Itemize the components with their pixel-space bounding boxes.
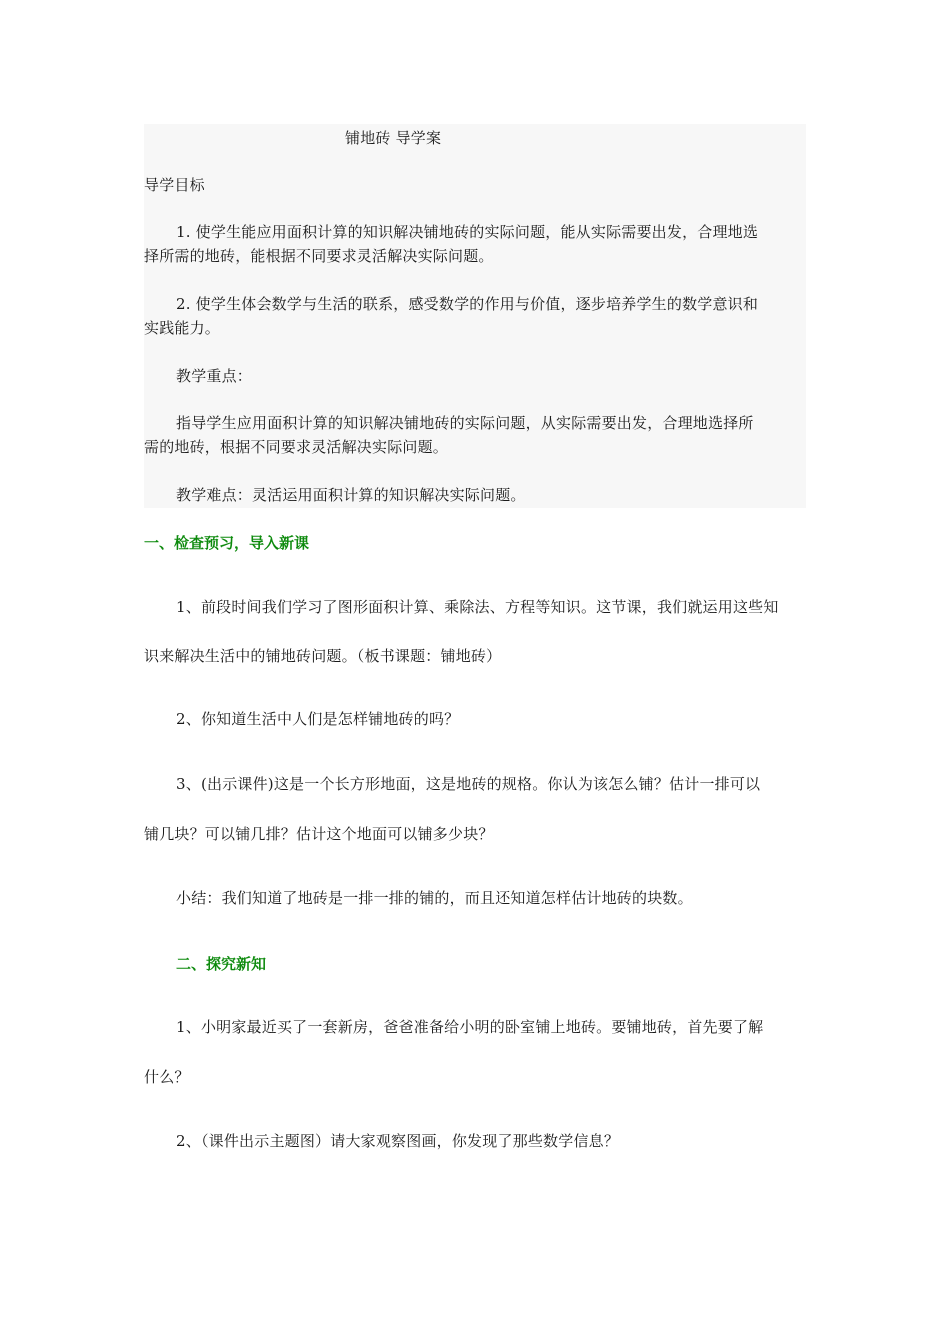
objective-2-line-2: 实践能力。 <box>144 319 221 337</box>
objective-2-line-1: 2. 使学生体会数学与生活的联系，感受数学的作用与价值，逐步培养学生的数学意识和 <box>176 295 759 313</box>
section-2-paragraph-1-line-2: 什么？ <box>144 1068 190 1086</box>
section-1-heading: 一、检查预习，导入新课 <box>144 534 310 552</box>
section-1-paragraph-3-line-2: 铺几块？可以铺几排？估计这个地面可以铺多少块？ <box>144 825 494 843</box>
objective-1-line-1: 1. 使学生能应用面积计算的知识解决铺地砖的实际问题，能从实际需要出发，合理地选 <box>176 223 759 241</box>
section-1-paragraph-1-line-1: 1、前段时间我们学习了图形面积计算、乘除法、方程等知识。这节课，我们就运用这些知 <box>176 598 779 616</box>
section-2-heading: 二、探究新知 <box>176 955 267 973</box>
objectives-heading: 导学目标 <box>144 176 205 194</box>
section-1-paragraph-2: 2、你知道生活中人们是怎样铺地砖的吗？ <box>176 710 460 728</box>
section-1-paragraph-1-line-2: 识来解决生活中的铺地砖问题。（板书课题：铺地砖） <box>144 647 502 665</box>
section-2-paragraph-1-line-1: 1、小明家最近买了一套新房，爸爸准备给小明的卧室铺上地砖。要铺地砖，首先要了解 <box>176 1018 764 1036</box>
keypoint-heading: 教学重点： <box>176 367 253 385</box>
objective-1-line-2: 择所需的地砖，能根据不同要求灵活解决实际问题。 <box>144 247 494 265</box>
document-title: 铺地砖 导学案 <box>345 129 442 147</box>
keypoint-line-2: 需的地砖，根据不同要求灵活解决实际问题。 <box>144 438 449 456</box>
section-2-paragraph-2: 2、（课件出示主题图）请大家观察图画，你发现了那些数学信息？ <box>176 1132 620 1150</box>
difficulty-line: 教学难点：灵活运用面积计算的知识解决实际问题。 <box>176 486 526 504</box>
keypoint-line-1: 指导学生应用面积计算的知识解决铺地砖的实际问题，从实际需要出发，合理地选择所 <box>176 414 754 432</box>
section-1-paragraph-3-line-1: 3、(出示课件)这是一个长方形地面，这是地砖的规格。你认为该怎么铺？估计一排可以 <box>176 775 761 793</box>
section-1-summary: 小结：我们知道了地砖是一排一排的铺的，而且还知道怎样估计地砖的块数。 <box>176 889 693 907</box>
